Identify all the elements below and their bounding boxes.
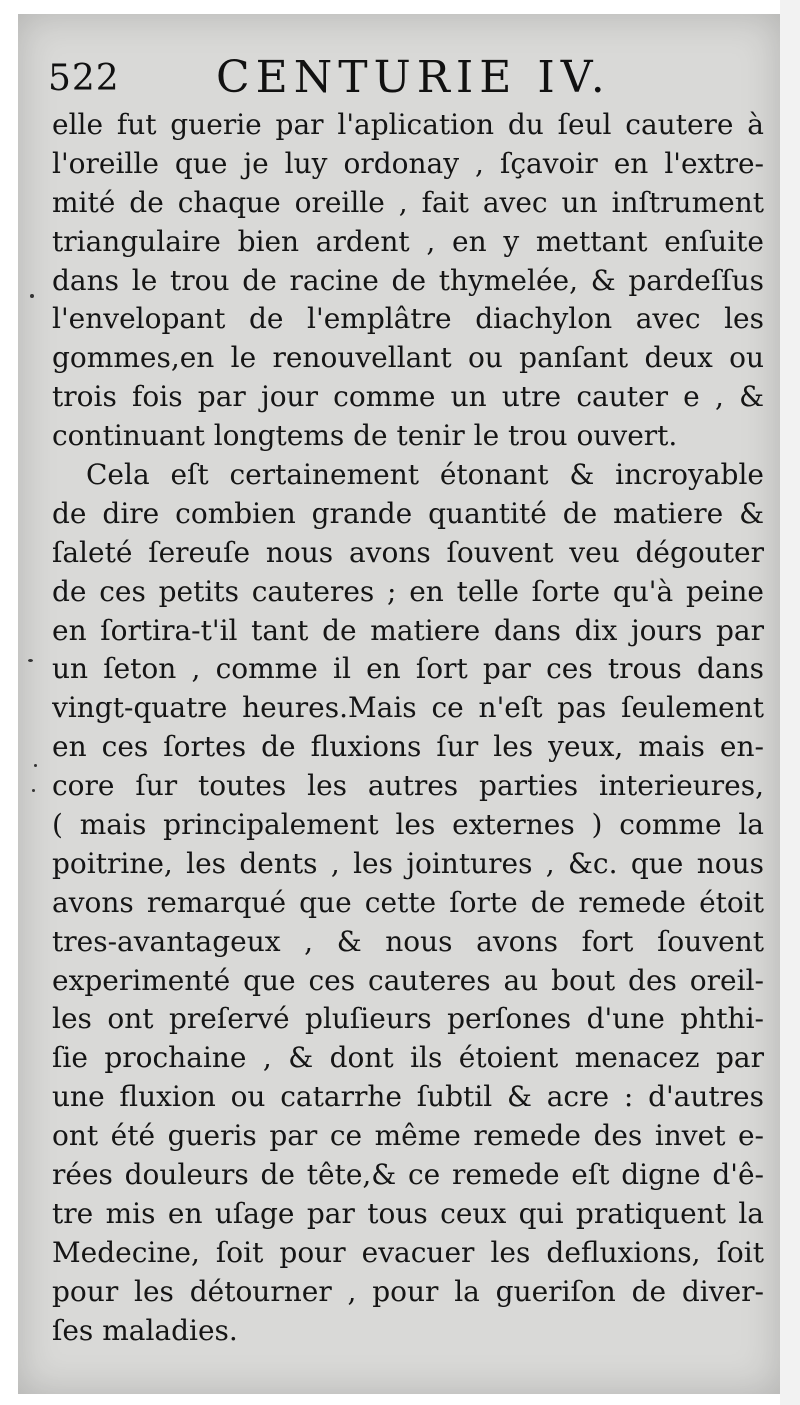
text-line: poitrine, les dents , les jointures , &c. que nous	[52, 846, 764, 880]
text-line: tre mis en uſage par tous ceux qui pratiquent la	[52, 1196, 764, 1230]
text-line: Medecine, ſoit pour evacuer les defluxions, ſoit	[52, 1235, 764, 1269]
text-line: tres-avantageux , & nous avons fort ſouvent	[52, 924, 764, 958]
page-margin-edge	[780, 0, 800, 1405]
running-head	[48, 52, 768, 112]
body-text	[52, 106, 764, 1351]
paper-speck	[32, 789, 35, 792]
text-line: rées douleurs de tête,& ce remede eſt digne d'ê-	[52, 1158, 764, 1192]
text-line: dans le trou de racine de thymelée, & pardeſſus	[52, 263, 764, 297]
text-line: ſaleté ſereuſe nous avons ſouvent veu dégouter	[52, 535, 764, 569]
text-line: les ont preſervé pluſieurs perſones d'une phthi-	[52, 1002, 764, 1036]
text-line: de ces petits cauteres ; en telle ſorte qu'à peine	[52, 574, 764, 608]
paper-speck	[30, 294, 34, 298]
text-line: vingt-quatre heures.Mais ce n'eſt pas ſeulement	[52, 691, 764, 725]
text-line: ſes maladies.	[52, 1313, 238, 1347]
text-line: ( mais principalement les externes ) comme la	[52, 808, 764, 842]
paper-speck	[34, 764, 37, 767]
running-title: CENTURIE IV.	[216, 52, 611, 103]
paper-speck	[28, 659, 33, 662]
text-line: un ſeton , comme il en ſort par ces trous dans	[52, 652, 764, 686]
text-line: ſie prochaine , & dont ils étoient menacez par	[52, 1041, 764, 1075]
text-line: triangulaire bien ardent , en y mettant enſuite	[52, 224, 764, 258]
text-line: l'envelopant de l'emplâtre diachylon avec les	[52, 302, 764, 336]
text-line: Cela eſt certainement étonant & incroyable	[86, 458, 764, 492]
page-number: 522	[48, 58, 120, 99]
text-line: de dire combien grande quantité de matiere &	[52, 496, 764, 530]
text-line: l'oreille que je luy ordonay , ſçavoir en l'extre-	[52, 146, 764, 180]
text-line: gommes,en le renouvellant ou panſant deux ou	[52, 341, 764, 375]
text-line: avons remarqué que cette ſorte de remede étoit	[52, 885, 764, 919]
text-line: en ſortira-t'il tant de matiere dans dix jours par	[52, 613, 764, 647]
text-line: pour les détourner , pour la gueriſon de diver-	[52, 1274, 764, 1308]
text-line: elle fut guerie par l'aplication du ſeul cautere à	[52, 108, 764, 141]
text-line: ont été gueris par ce même remede des invet e-	[52, 1119, 764, 1153]
text-line: en ces ſortes de fluxions ſur les yeux, mais en-	[52, 730, 764, 764]
text-line: trois fois par jour comme un utre cauter e , &	[52, 380, 764, 414]
book-page	[18, 14, 780, 1394]
text-line: mité de chaque oreille , fait avec un inſtrument	[52, 185, 764, 219]
text-line: core ſur toutes les autres parties interieures,	[52, 769, 764, 803]
text-line: experimenté que ces cauteres au bout des oreil-	[52, 963, 764, 997]
text-line: continuant longtems de tenir le trou ouvert.	[52, 419, 678, 453]
text-line: une fluxion ou catarrhe ſubtil & acre : d'autres	[52, 1080, 764, 1114]
